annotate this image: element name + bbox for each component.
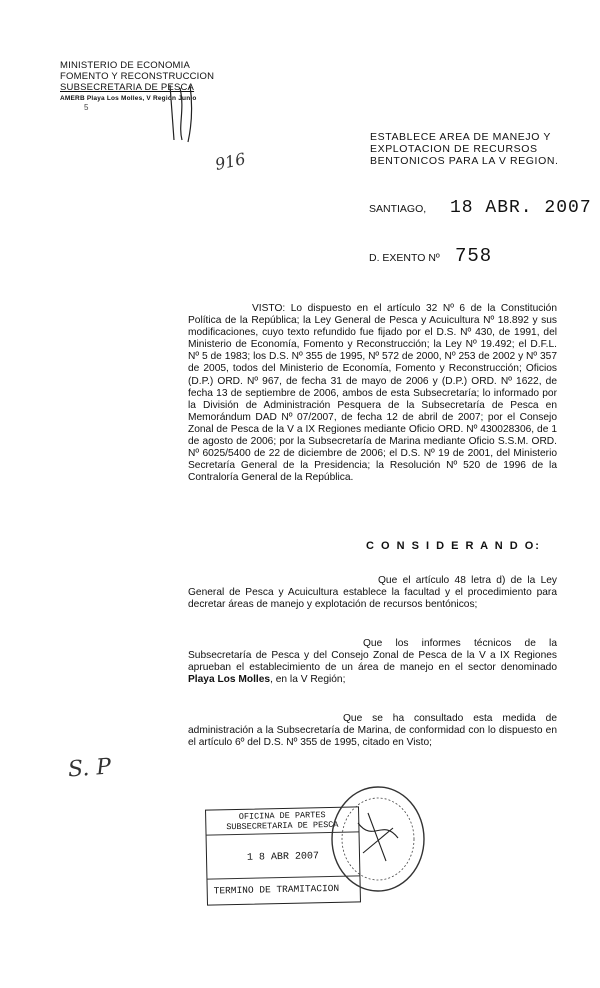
visto-paragraph: VISTO: Lo dispuesto en el artículo 32 Nº 6 de la Constitución Política de la República; la Ley General de Pesca y Acuicultura Nº 18.892 y sus modificaciones, cuyo texto refundido fue fijado por el D.S. Nº 430, de 1991, del Ministerio de Economía, Fomento y Reconstrucción; la Ley Nº 19.492; el D.F.L. Nº 5 de 1983; los D.S. Nº 355 de 1995, Nº 572 de 2000, Nº 253 de 2002 y Nº 357 de 2005, todos del Ministerio de Economía, Fomento y Reconstrucción; Oficios (D.P.) ORD. Nº 967, de fecha 31 de mayo de 2006 y (D.P.) ORD. Nº 1622, de fecha 13 de septiembre de 2006, ambos de esta Subsecretaría; lo informado por la División de Administración Pesquera de la Subsecretaría de Pesca en Memorándum DAD Nº 07/2007, de fecha 12 de abril de 2007; por el Consejo Zonal de Pesca de la V a IX Regiones mediante Oficio ORD. Nº 430028306, de 1 de agosto de 2006; por la Subsecretaría de Marina mediante Oficio S.S.M. ORD. Nº 6025/5400 de 22 de diciembre de 2006; el D.S. Nº 19 de 2001, del Ministerio Secretaría General de la Presidencia; la Resolución Nº 520 de 1996 de la Contraloría General de la República. [188,303,557,484]
subject-line: BENTONICOS PARA LA V REGION. [370,155,559,167]
subject-line: ESTABLECE AREA DE MANEJO Y [370,131,551,143]
place-label: SANTIAGO, [369,203,427,215]
considerando-2-end: , en la V Región; [270,674,346,686]
considerando-2-text: Que los informes técnicos de la Subsecretaría de Pesca y del Consejo Zonal de Pesca de la V a IX Regiones aprueban el establecimiento de un área de manejo en el sector denominado [188,638,557,674]
subject-line: EXPLOTACION DE RECURSOS [370,143,538,155]
location-name: Playa Los Molles [188,674,271,686]
considerando-3: Que se ha consultado esta medida de administración a la Subsecretaría de Marina, de conformidad con lo dispuesto en el artículo 6º del D.S. Nº 355 de 1995, citado en Visto; [188,713,557,749]
decree-subject [370,131,565,167]
file-reference: AMERB Playa Los Molles, V Región Junio [60,95,197,102]
subsecretaria-line: SUBSECRETARIA DE PESCA [60,82,195,93]
ministry-line: FOMENTO Y RECONSTRUCCION [60,71,215,82]
stamp-subsecretaria-label: SUBSECRETARIA DE PESCA [226,819,339,833]
considerando-1: Que el artículo 48 letra d) de la Ley General de Pesca y Acuicultura establece la facultad y el procedimiento para decretar áreas de manejo y explotación de recursos bentónicos; [188,575,557,611]
ministry-line: MINISTERIO DE ECONOMIA [60,60,191,71]
handwritten-initials: S. P [67,754,112,783]
handwritten-number: 916 [213,149,248,174]
considerando-title: C O N S I D E R A N D O: [366,540,541,552]
official-seal [328,783,428,895]
date-stamp: 18 ABR. 2007 [450,198,592,218]
stamp-office-label: OFICINA DE PARTES [238,810,326,822]
small-mark: 5 [84,103,89,112]
decree-label: D. EXENTO Nº [369,252,440,264]
stamp-date: 1 8 ABR 2007 [207,832,360,879]
decree-number: 758 [455,245,493,267]
stamp-footer: TERMINO DE TRAMITACION [213,882,340,897]
considerando-2 [188,638,557,686]
header-signature [160,80,230,150]
